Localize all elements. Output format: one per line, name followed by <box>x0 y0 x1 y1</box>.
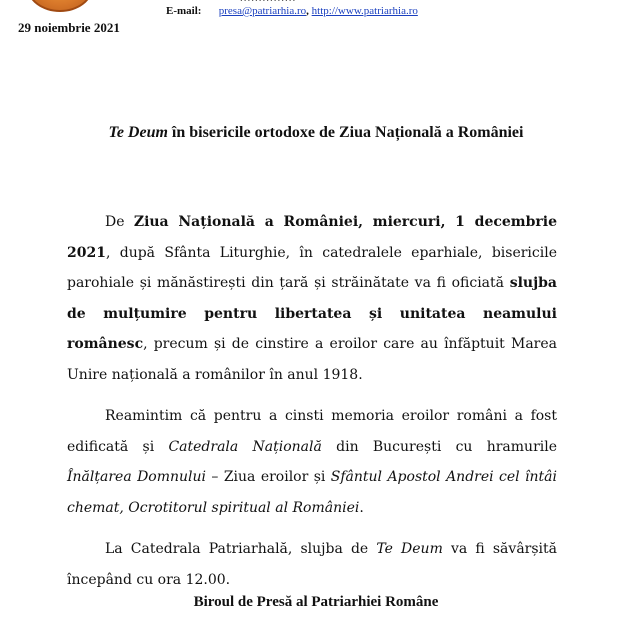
email-link[interactable]: presa@patriarhia.ro <box>218 5 307 17</box>
p2-italic-1: Catedrala Națională <box>168 438 322 455</box>
patriarchy-logo <box>27 0 93 12</box>
website-link[interactable]: http://www.patriarhia.ro <box>311 5 418 17</box>
email-row <box>166 5 418 17</box>
p3-text-2: va fi săvârșită începând cu ora 12.00. <box>67 541 557 588</box>
p1-text-1: De <box>105 214 134 230</box>
p3-text-1: La Catedrala Patriarhală, slujba de <box>105 541 377 557</box>
p2-text-4: . <box>359 499 364 516</box>
p2-text-3: – Ziua eroilor și <box>206 469 331 485</box>
email-label: E-mail: <box>166 5 202 17</box>
p1-text-2: , după Sfânta Liturghie, în catedralele eparhiale, bisericile parohiale și mănăstirești din țară și străinătate va fi oficiată <box>67 244 557 291</box>
p1-bold-1: Ziua Națională a României, miercuri, 1 decembrie 2021 <box>67 214 558 261</box>
p3-italic-1: Te Deum <box>376 541 443 557</box>
p2-text-1: Reamintim că pentru a cinsti memoria eroilor români a fost edificată și <box>67 408 557 455</box>
document-date: 29 noiembrie 2021 <box>18 20 120 35</box>
p1-text-3: , precum și de cinstire a eroilor care au înfăptuit Marea Unire națională a românilor în anul 1918. <box>67 336 557 383</box>
press-office-signature: Biroul de Presă al Patriarhiei Române <box>193 594 439 610</box>
email-separator: , <box>306 5 312 17</box>
p1-bold-2: slujba de mulțumire pentru libertatea și unitatea neamului românesc <box>67 275 557 352</box>
p2-text-2: din București cu hramurile <box>321 438 558 455</box>
title-rest: în bisericile ortodoxe de Ziua Națională a României <box>167 124 524 141</box>
p2-italic-2: Înălțarea Domnului <box>67 469 207 485</box>
document-body <box>67 207 557 595</box>
paragraph-1 <box>67 207 557 390</box>
paragraph-2 <box>67 401 557 523</box>
paragraph-3 <box>67 534 557 595</box>
title-italic: Te Deum <box>108 124 168 141</box>
p2-italic-3: Sfântul Apostol Andrei cel întâi chemat, Ocrotitorul spiritual al României <box>67 469 557 516</box>
clipped-header-text <box>240 0 296 4</box>
document-title <box>0 124 632 142</box>
